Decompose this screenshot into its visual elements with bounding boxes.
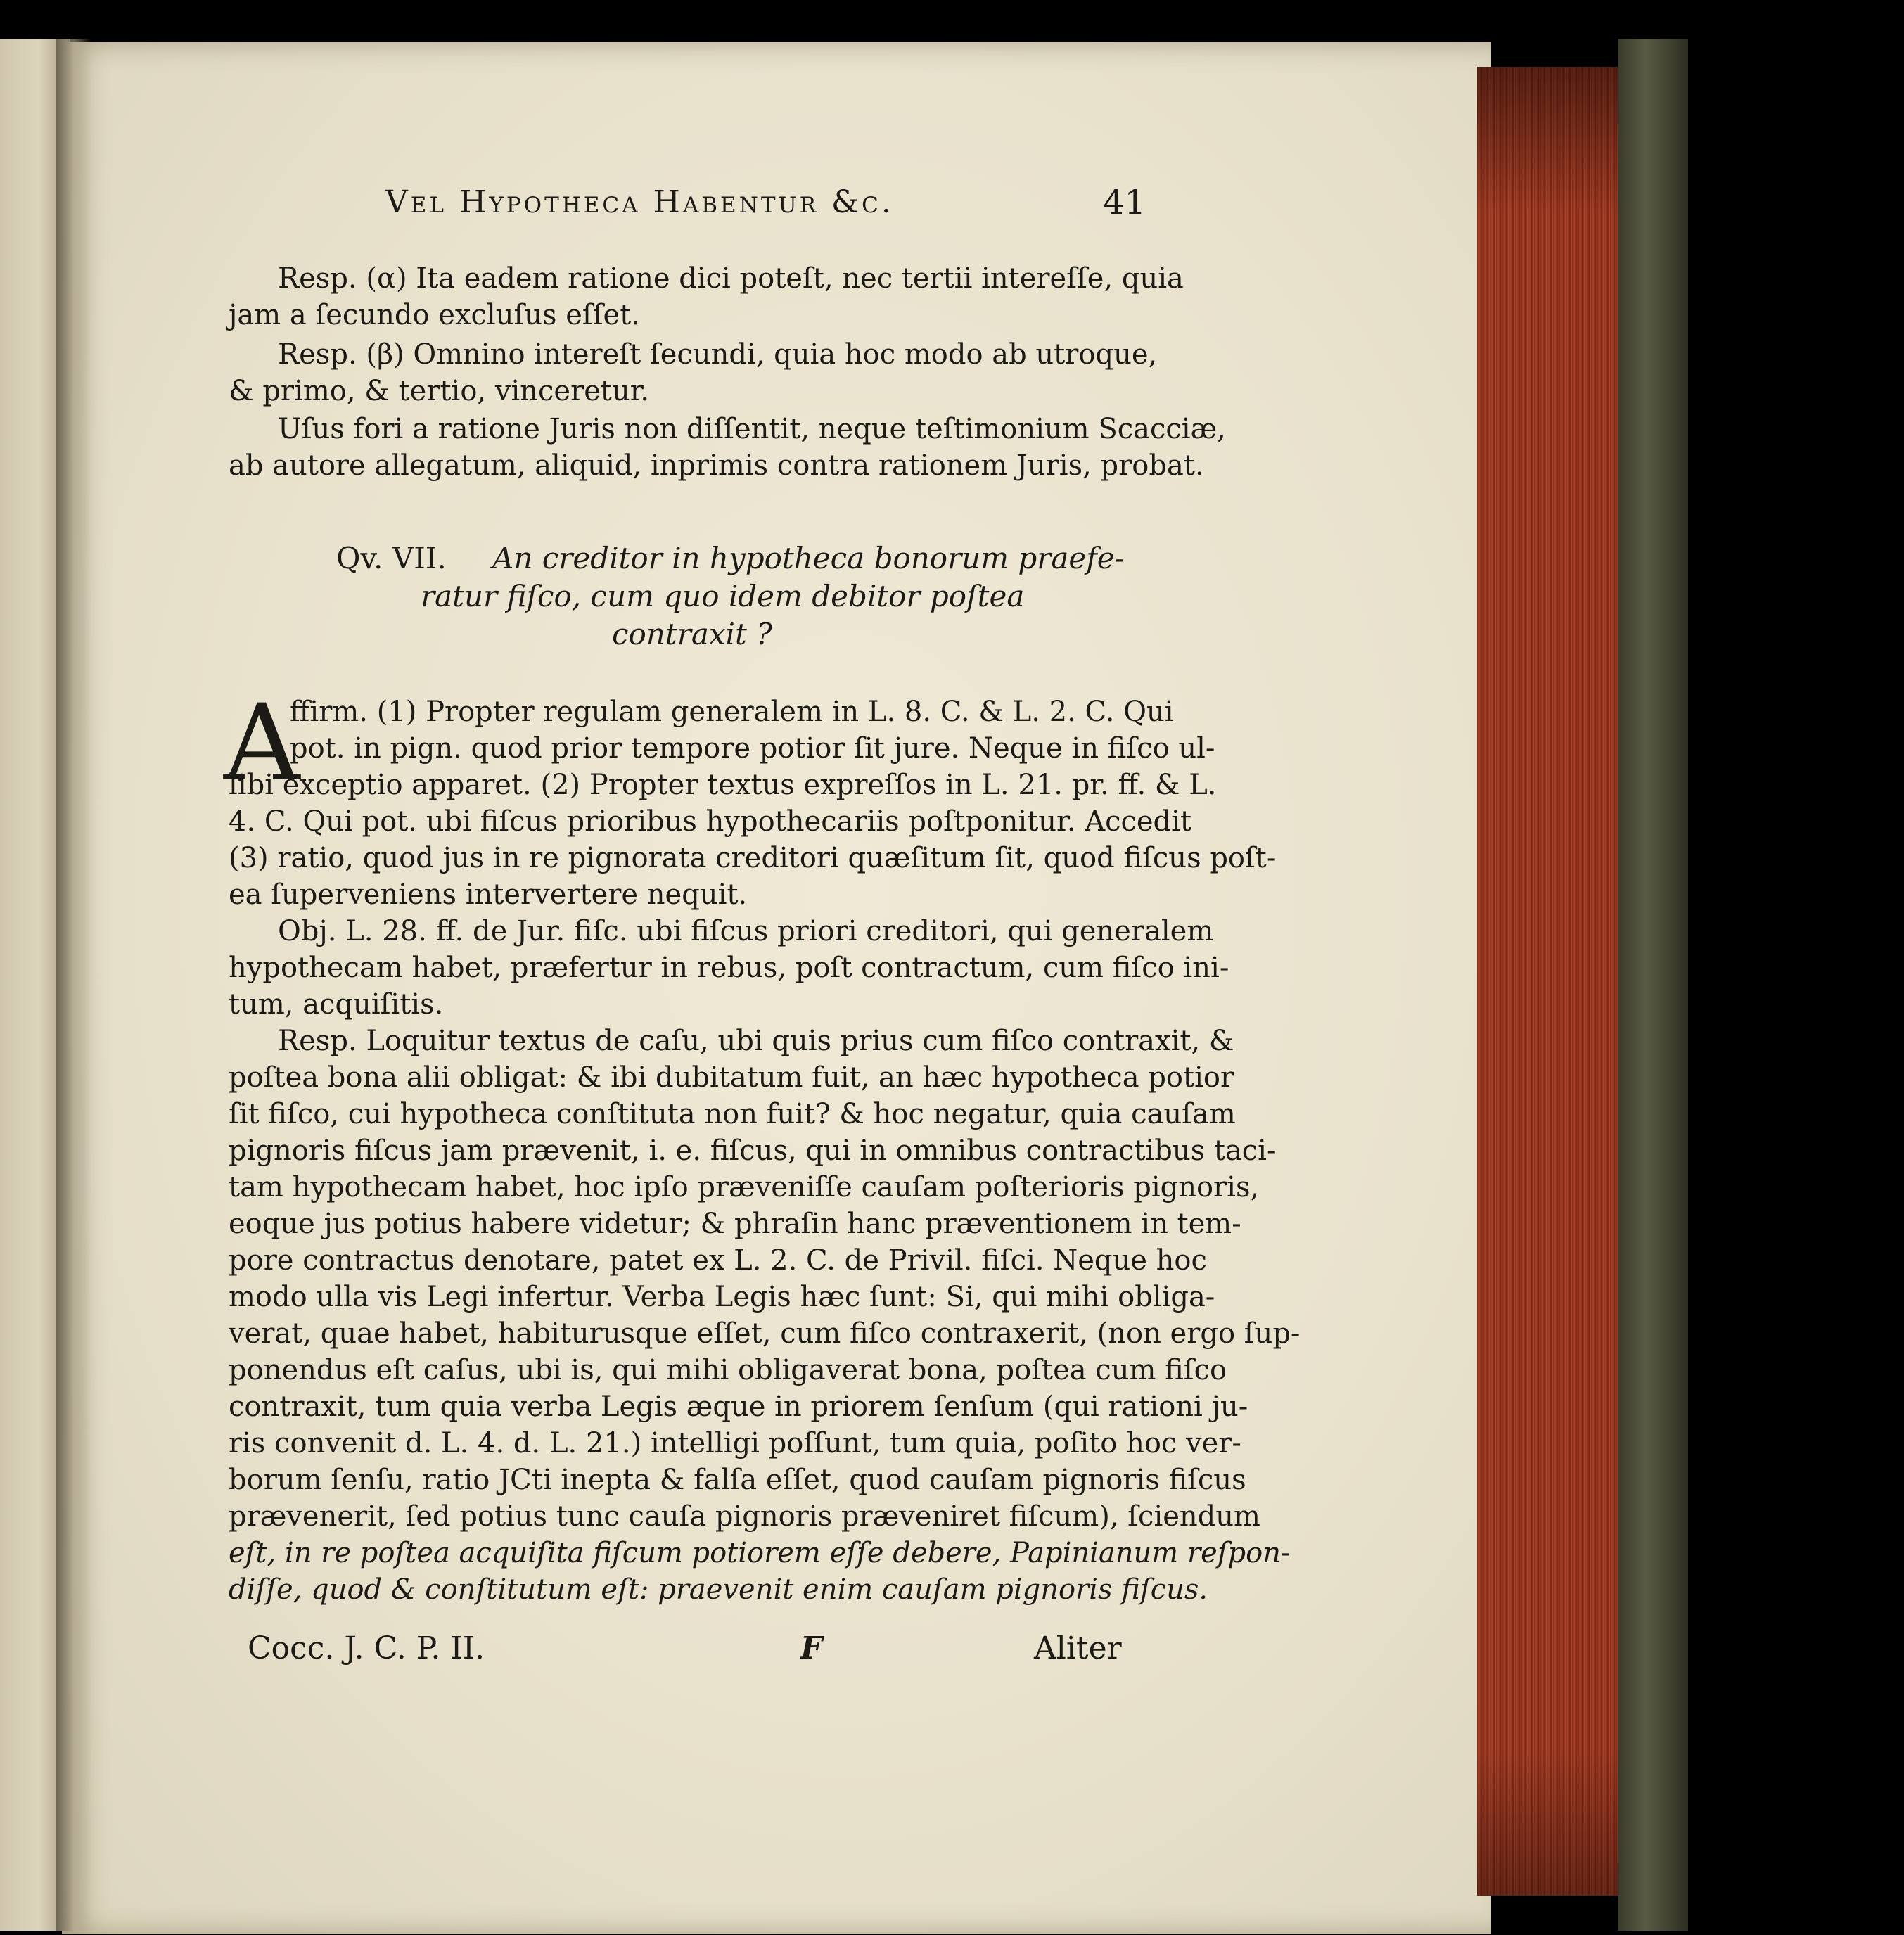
resp-line-12: ris convenit d. L. 4. d. L. 21.) intelligi poſſunt, tum quia, poſito hoc ver-	[229, 1427, 1241, 1460]
footer-signature: Cocc. J. C. P. II.	[248, 1630, 485, 1666]
resp-line-10: ponendus eſt caſus, ubi is, qui mihi obligaverat bona, poſtea cum fiſco	[229, 1354, 1227, 1386]
resp-line-4: pignoris fiſcus jam prævenit, i. e. fiſcus, qui in omnibus contractibus taci-	[229, 1135, 1277, 1167]
resp-alpha-line-1: Resp. (α) Ita eadem ratione dici poteſt, nec tertii intereſſe, quia	[278, 262, 1184, 295]
running-header: Vel Hypotheca Habentur &c.	[385, 184, 894, 220]
question-label: Qv. VII.	[336, 541, 447, 575]
usus-line-2: ab autore allegatum, aliquid, inprimis contra rationem Juris, probat.	[229, 449, 1204, 482]
obj-line-3: tum, acquiſitis.	[229, 988, 444, 1021]
question-line-3: contraxit ?	[612, 617, 772, 651]
resp-line-16: diſſe, quod & conſtitutum eſt: praevenit enim cauſam pignoris fiſcus.	[229, 1573, 1208, 1606]
resp-beta-line-2: & primo, & tertio, vinceretur.	[229, 375, 650, 407]
resp-line-8: modo ulla vis Legi infertur. Verba Legis hæc ſunt: Si, qui mihi obliga-	[229, 1281, 1215, 1313]
resp-line-9: verat, quae habet, habiturusque eſſet, cum fiſco contraxerit, (non ergo ſup-	[229, 1317, 1301, 1350]
affirm-line-2: pot. in pign. quod prior tempore potior ſit jure. Neque in fiſco ul-	[290, 732, 1215, 765]
resp-line-13: borum ſenſu, ratio JCti inepta & falſa eſſet, quod cauſam pignoris fiſcus	[229, 1464, 1246, 1496]
affirm-line-1: ffirm. (1) Propter regulam generalem in L. 8. C. & L. 2. C. Qui	[290, 696, 1174, 728]
resp-line-5: tam hypothecam habet, hoc ipſo præveniſſe cauſam poſterioris pignoris,	[229, 1171, 1260, 1203]
usus-line-1: Uſus fori a ratione Juris non diſſentit, neque teſtimonium Scacciæ,	[278, 413, 1226, 445]
page-block-shadow	[1477, 67, 1632, 1896]
page-number: 41	[1103, 183, 1146, 222]
question-line-1: An creditor in hypotheca bonorum praefe-	[492, 541, 1125, 575]
resp-line-7: pore contractus denotare, patet ex L. 2. C. de Privil. fiſci. Neque hoc	[229, 1244, 1207, 1277]
drop-cap: A	[224, 682, 300, 805]
obj-line-1: Obj. L. 28. ff. de Jur. fiſc. ubi fiſcus priori creditori, qui generalem	[278, 915, 1214, 947]
resp-line-1: Resp. Loquitur textus de caſu, ubi quis prius cum fiſco contraxit, &	[278, 1025, 1234, 1057]
obj-line-2: hypothecam habet, præfertur in rebus, poſt contractum, cum fiſco ini-	[229, 952, 1229, 984]
resp-beta-line-1: Resp. (β) Omnino intereſt ſecundi, quia hoc modo ab utroque,	[278, 338, 1158, 371]
resp-line-2: poſtea bona alii obligat: & ibi dubitatum fuit, an hæc hypotheca potior	[229, 1061, 1234, 1094]
resp-line-11: contraxit, tum quia verba Legis æque in priorem ſenſum (qui rationi ju-	[229, 1391, 1248, 1423]
footer-sheet-mark: F	[800, 1630, 823, 1666]
resp-line-14: prævenerit, ſed potius tunc cauſa pignoris præveniret fiſcum), ſciendum	[229, 1500, 1260, 1533]
affirm-line-4: 4. C. Qui pot. ubi fiſcus prioribus hypothecariis poſtponitur. Accedit	[229, 805, 1192, 838]
resp-line-6: eoque jus potius habere videtur; & phraſin hanc præventionem in tem-	[229, 1208, 1241, 1240]
footer-catchword: Aliter	[1034, 1630, 1122, 1666]
affirm-line-3: libi exceptio apparet. (2) Propter textus expreſſos in L. 21. pr. ff. & L.	[229, 769, 1217, 801]
resp-line-15: eſt, in re poſtea acquiſita fiſcum potiorem eſſe debere, Papinianum reſpon-	[229, 1537, 1291, 1569]
book-gutter	[56, 39, 91, 1931]
affirm-line-5: (3) ratio, quod jus in re pignorata creditori quæſitum ſit, quod fiſcus poſt-	[229, 842, 1277, 874]
resp-alpha-line-2: jam a ſecundo excluſus eſſet.	[229, 299, 640, 331]
affirm-line-6: ea ſuperveniens intervertere nequit.	[229, 879, 748, 911]
book-cover	[1618, 39, 1688, 1931]
resp-line-3: ſit fiſco, cui hypotheca conſtituta non fuit? & hoc negatur, quia cauſam	[229, 1098, 1236, 1130]
question-line-2: ratur fiſco, cum quo idem debitor poſtea	[421, 579, 1025, 613]
